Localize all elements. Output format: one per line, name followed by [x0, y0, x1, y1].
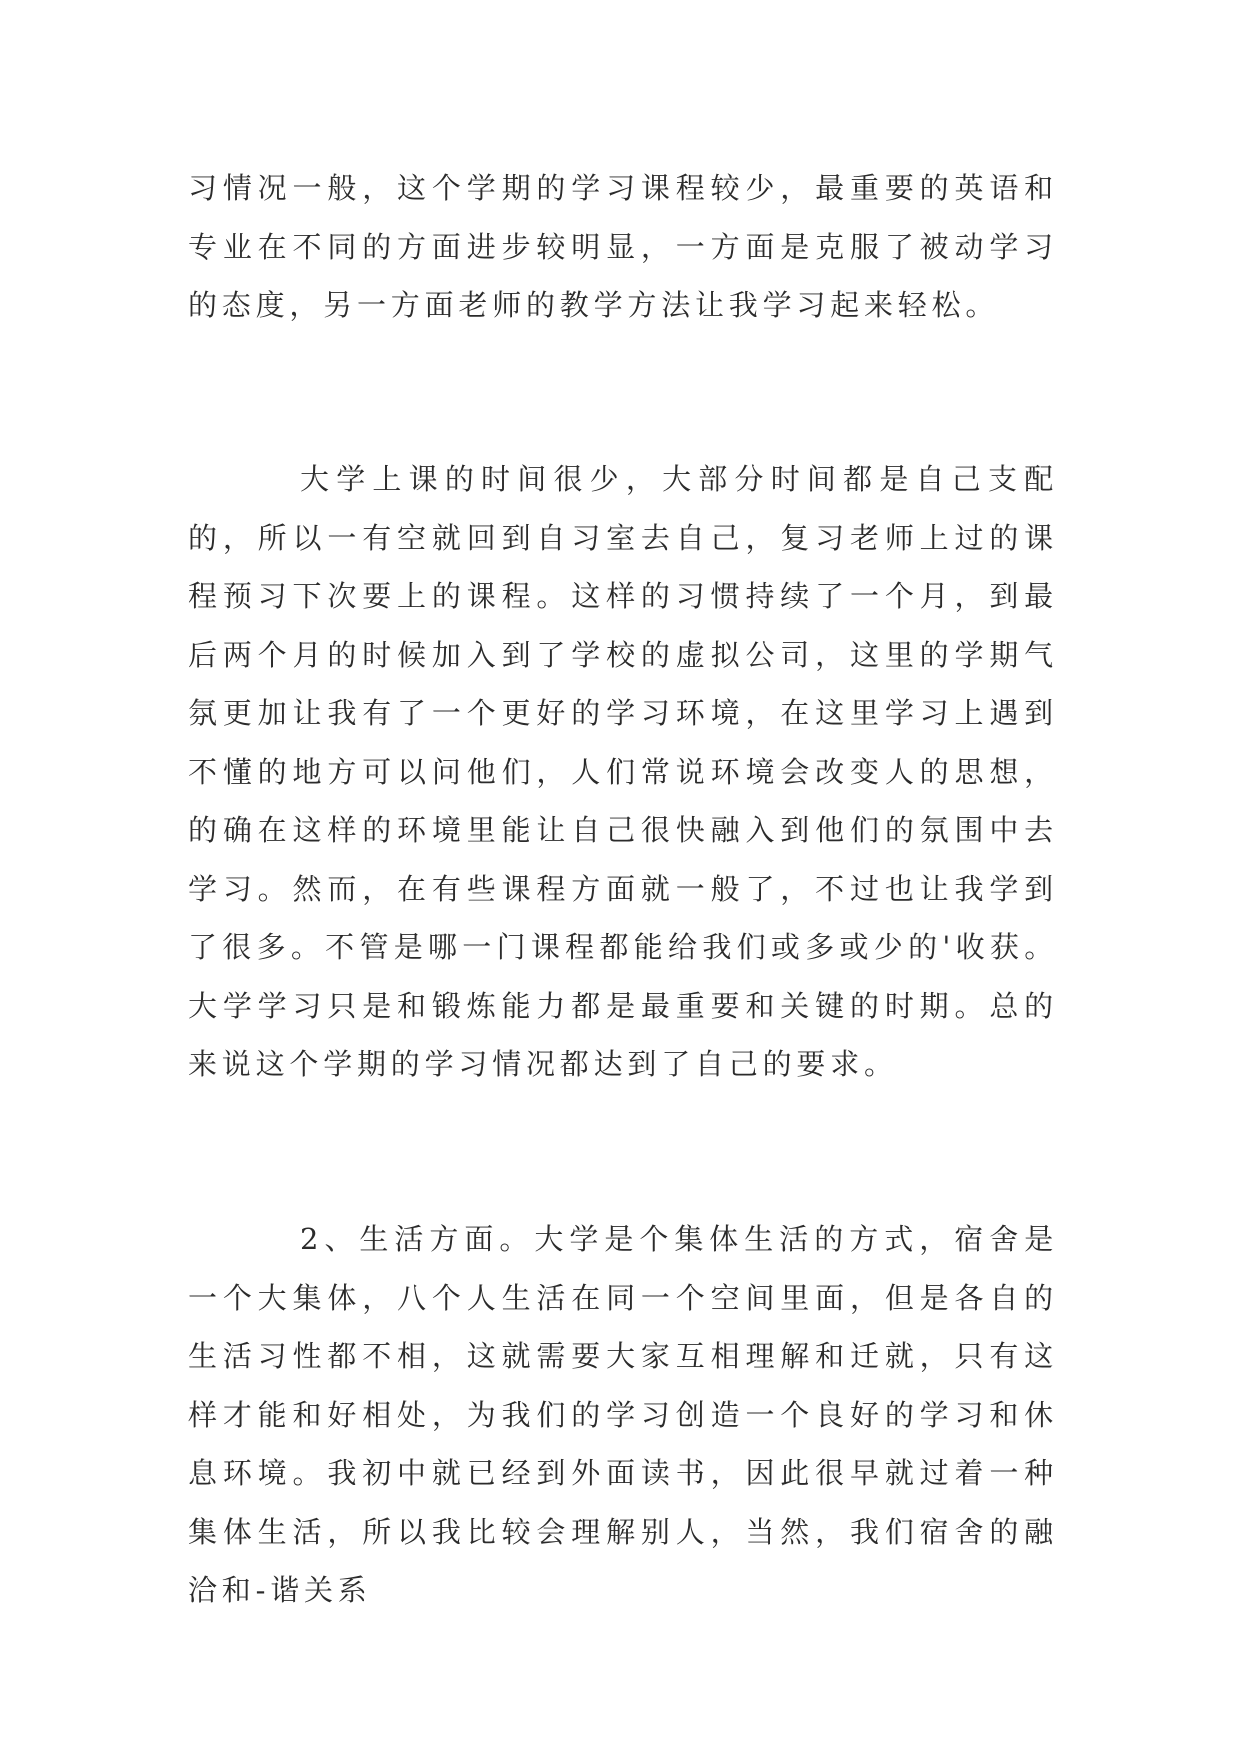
paragraph-university-study: 大学上课的时间很少，大部分时间都是自己支配的，所以一有空就回到自习室去自己，复习老师上过的课程预习下次要上的课程。这样的习惯持续了一个月，到最后两个月的时候加入到了学校的虚拟公司，这里的学期气氛更加让我有了一个更好的学习环境，在这里学习上遇到不懂的地方可以问他们，人们常说环境会改变人的思想，的确在这样的环境里能让自己很快融入到他们的氛围中去学习。然而，在有些课程方面就一般了，不过也让我学到了很多。不管是哪一门课程都能给我们或多或少的'收获。大学学习只是和锻炼能力都是最重要和关键的时期。总的来说这个学期的学习情况都达到了自己的要求。: [188, 462, 1058, 1081]
paragraph-study-continued: 习情况一般，这个学期的学习课程较少，最重要的英语和专业在不同的方面进步较明显，一方面是克服了被动学习的态度，另一方面老师的教学方法让我学习起来轻松。: [188, 171, 1058, 322]
paragraph-life-aspect: 2、生活方面。大学是个集体生活的方式，宿舍是一个大集体，八个人生活在同一个空间里面，但是各自的生活习性都不相，这就需要大家互相理解和迁就，只有这样才能和好相处，为我们的学习创造一个良好的学习和休息环境。我初中就已经到外面读书，因此很早就过着一种集体生活，所以我比较会理解别人，当然，我们宿舍的融洽和-谐关系: [188, 1222, 1058, 1607]
